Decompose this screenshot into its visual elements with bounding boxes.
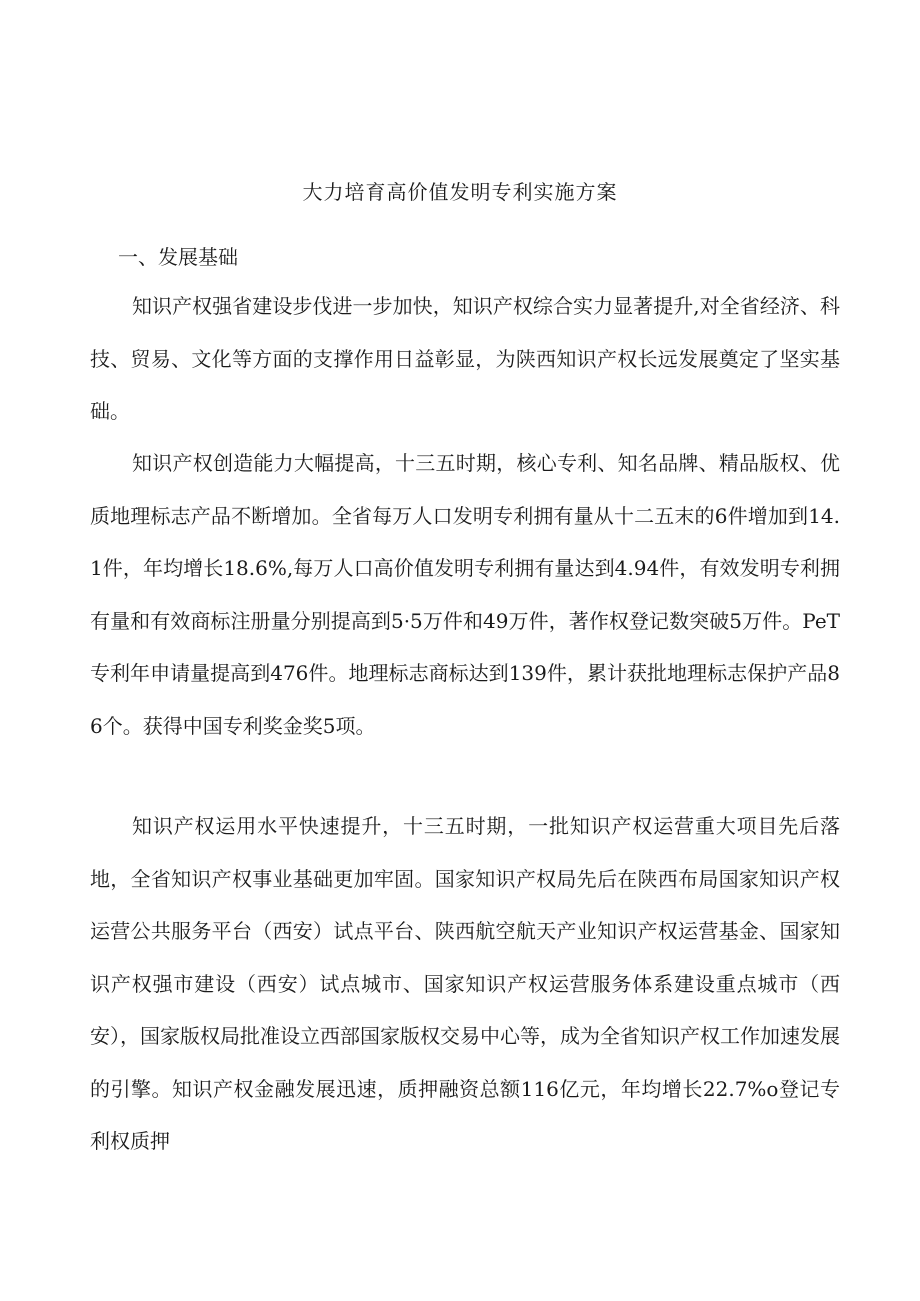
paragraph: 知识产权运用水平快速提升，十三五时期，一批知识产权运营重大项目先后落地，全省知识产权事业基础更加牢固。国家知识产权局先后在陕西布局国家知识产权运营公共服务平台（西安）试点平台、陕西航空航天产业知识产权运营基金、国家知识产权强市建设（西安）试点城市、国家知识产权运营服务体系建设重点城市（西安），国家版权局批准设立西部国家版权交易中心等，成为全省知识产权工作加速发展的引擎。知识产权金融发展迅速，质押融资总额116亿元，年均增长22.7%o登记专利权质押 xyxy=(90,814,840,1153)
paragraph: 知识产权强省建设步伐进一步加快，知识产权综合实力显著提升,对全省经济、科技、贸易、文化等方面的支撑作用日益彰显，为陕西知识产权长远发展奠定了坚实基础。 xyxy=(90,294,840,423)
section-heading: 一、发展基础 xyxy=(118,245,238,269)
paragraph: 知识产权创造能力大幅提高，十三五时期，核心专利、知名品牌、精品版权、优质地理标志产品不断增加。全省每万人口发明专利拥有量从十二五末的6件增加到14.1件，年均增长18.6%,每万人口高价值发明专利拥有量达到4.94件，有效发明专利拥有量和有效商标注册量分别提高到5·5万件和49万件，著作权登记数突破5万件。PeT专利年申请量提高到476件。地理标志商标达到139件，累计获批地理标志保护产品86个。获得中国专利奖金奖5项。 xyxy=(90,451,840,738)
document-title: 大力培育高价值发明专利实施方案 xyxy=(302,180,618,204)
